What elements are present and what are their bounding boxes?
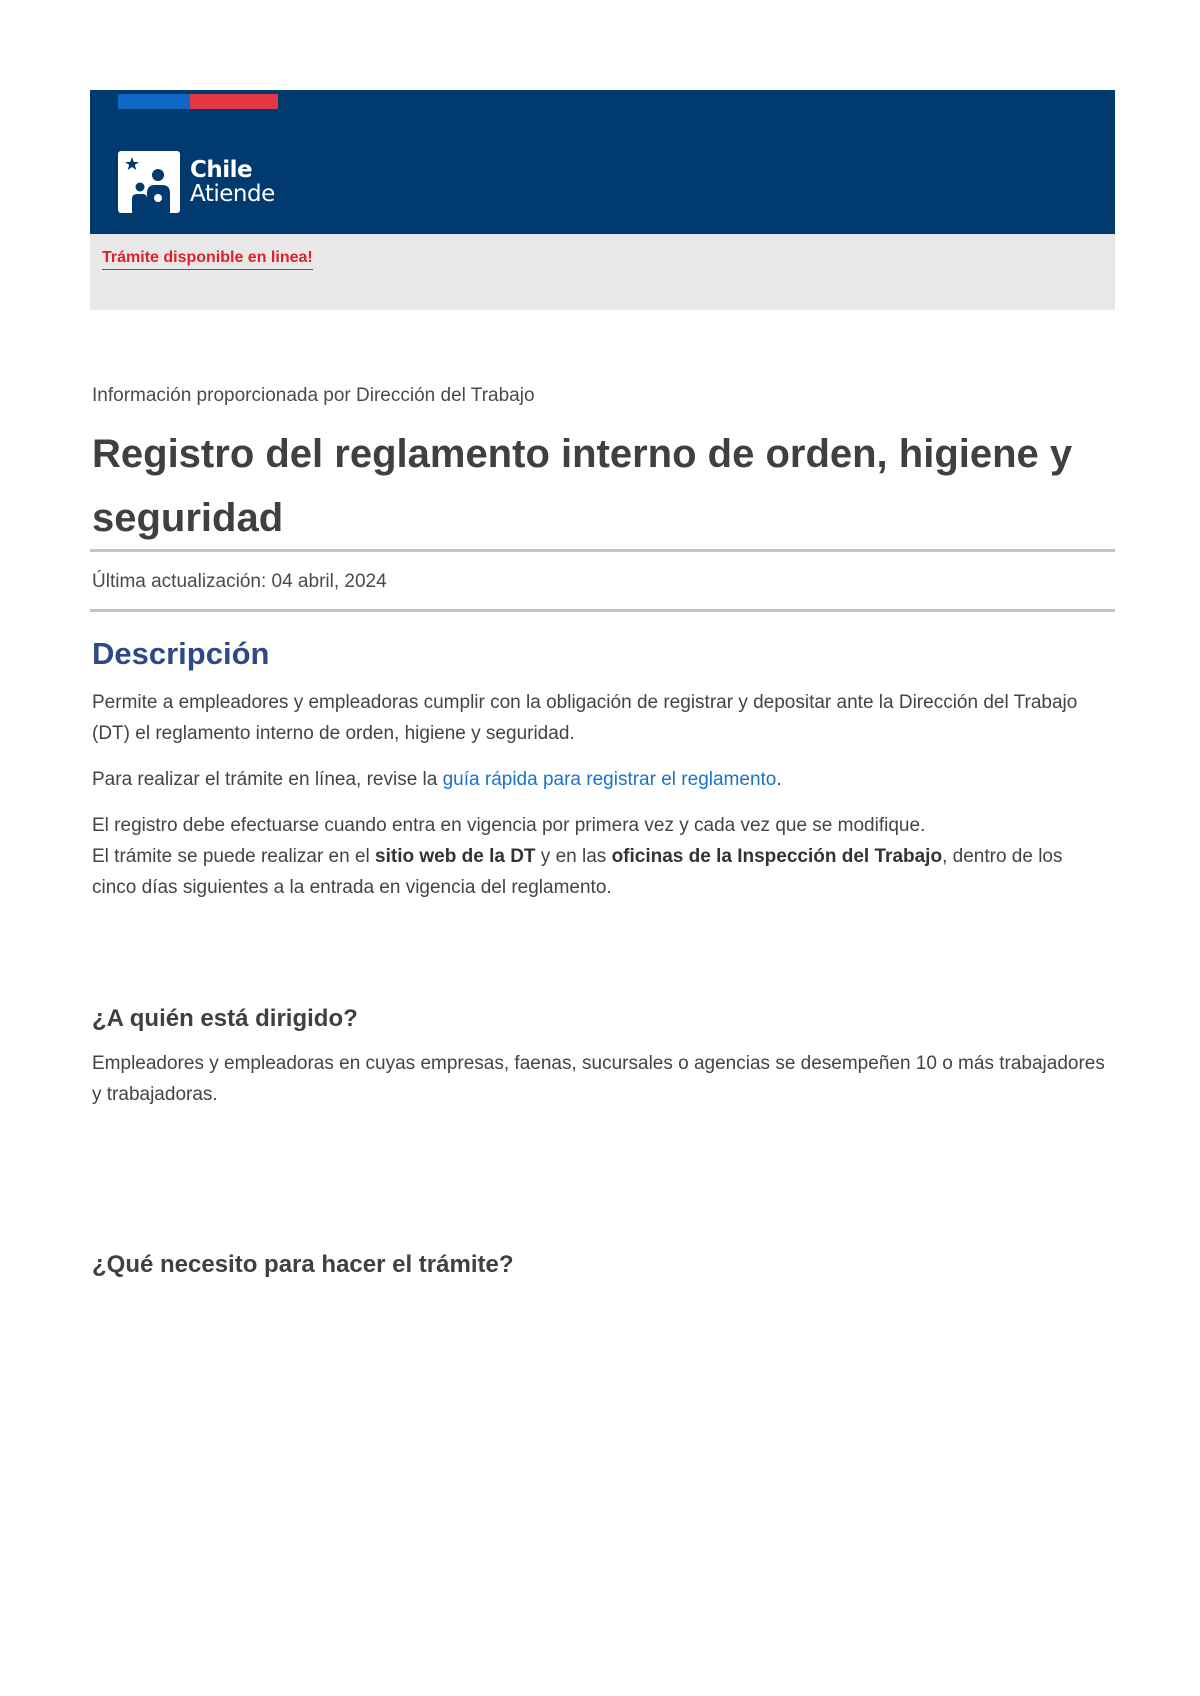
page-title: Registro del reglamento interno de orden, higiene y seguridad (92, 432, 1073, 540)
last-updated: Última actualización: 04 abril, 2024 (92, 571, 387, 592)
chileatiende-logo-icon (118, 151, 180, 213)
online-banner (90, 234, 1115, 310)
site-header (90, 90, 1115, 234)
logo-line-1: Chile (190, 157, 253, 183)
description-paragraph-3 (92, 810, 1112, 903)
quick-guide-link[interactable]: guía rápida para registrar el reglamento (442, 769, 777, 790)
title-divider (90, 549, 1115, 552)
audience-paragraph: Empleadores y empleadoras en cuyas empresas, faenas, sucursales o agencias se desempeñen 10 o más trabajadores y trabajadoras. (92, 1053, 1105, 1105)
flag-stripe-red (190, 94, 278, 109)
inspection-offices-emphasis: oficinas de la Inspección del Trabajo (611, 846, 943, 867)
online-procedure-link[interactable]: Trámite disponible en linea! (102, 249, 313, 270)
dt-website-emphasis: sitio web de la DT (375, 846, 536, 867)
description-heading: Descripción (92, 636, 270, 671)
provider-info: Información proporcionada por Dirección del Trabajo (92, 385, 535, 406)
requirements-heading: ¿Qué necesito para hacer el trámite? (92, 1251, 514, 1278)
description-paragraph-2 (92, 764, 1112, 795)
audience-heading: ¿A quién está dirigido? (92, 1005, 358, 1032)
description-paragraph-1: Permite a empleadores y empleadoras cumplir con la obligación de registrar y depositar ante la Dirección del Trabajo (DT) el reglamento interno de orden, higiene y seguridad. (92, 692, 1078, 744)
logo-line-2: Atiende (190, 181, 275, 207)
p3-text-3: , dentro de los cinco días siguientes a la entrada en vigencia del reglamento. (92, 846, 1063, 898)
p3-line-1: El registro debe efectuarse cuando entra en vigencia por primera vez y cada vez que se modifique. (92, 815, 926, 836)
p2-suffix: . (776, 769, 782, 790)
flag-stripe-blue (118, 94, 190, 109)
updated-divider (90, 609, 1115, 612)
p2-prefix: Para realizar el trámite en línea, revise la (92, 769, 443, 790)
chileatiende-logo[interactable] (118, 150, 275, 214)
logo-wordmark (190, 158, 275, 206)
p3-text-1: El trámite se puede realizar en el (92, 846, 376, 867)
p3-text-2: y en las (535, 846, 612, 867)
